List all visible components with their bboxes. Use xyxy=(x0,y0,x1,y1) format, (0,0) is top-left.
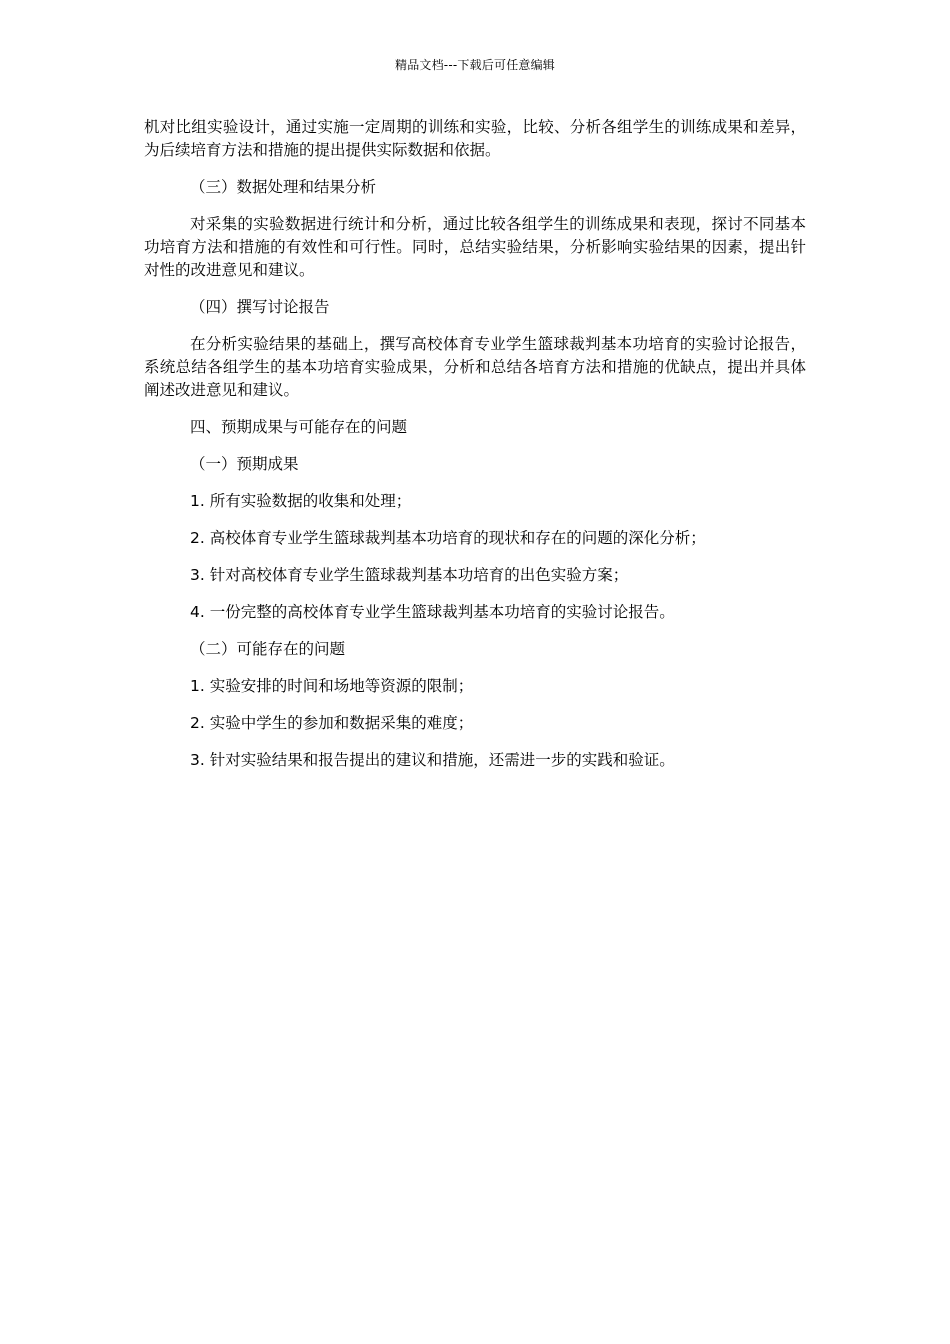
list-item: 3. 针对高校体育专业学生篮球裁判基本功培育的出色实验方案； xyxy=(190,566,629,584)
list-item: 2. 实验中学生的参加和数据采集的难度； xyxy=(190,714,474,732)
section-heading-data-analysis: （三）数据处理和结果分析 xyxy=(190,178,377,196)
paragraph-data-analysis: 对采集的实验数据进行统计和分析，通过比较各组学生的训练成果和表现，探讨不同基本功培育方法和措施的有效性和可行性。同时，总结实验结果，分析影响实验结果的因素，提出针对性的改进意见和建议。 xyxy=(144,215,806,279)
subsection-heading-expected: （一）预期成果 xyxy=(190,455,299,473)
list-item: 2. 高校体育专业学生篮球裁判基本功培育的现状和存在的问题的深化分析； xyxy=(190,529,706,547)
list-item: 1. 实验安排的时间和场地等资源的限制； xyxy=(190,677,474,695)
list-item: 1. 所有实验数据的收集和处理； xyxy=(190,492,412,510)
section-heading-expected-results: 四、预期成果与可能存在的问题 xyxy=(190,418,408,436)
paragraph-continuation: 机对比组实验设计，通过实施一定周期的训练和实验，比较、分析各组学生的训练成果和差异，为后续培育方法和措施的提出提供实际数据和依据。 xyxy=(144,118,806,159)
subsection-heading-problems: （二）可能存在的问题 xyxy=(190,640,346,658)
list-item: 4. 一份完整的高校体育专业学生篮球裁判基本功培育的实验讨论报告。 xyxy=(190,603,675,621)
section-heading-report: （四）撰写讨论报告 xyxy=(190,298,330,316)
page-header: 精品文档---下载后可任意编辑 xyxy=(395,58,555,72)
list-item: 3. 针对实验结果和报告提出的建议和措施，还需进一步的实践和验证。 xyxy=(190,751,675,769)
document-body xyxy=(144,116,806,786)
paragraph-report: 在分析实验结果的基础上，撰写高校体育专业学生篮球裁判基本功培育的实验讨论报告，系统总结各组学生的基本功培育实验成果，分析和总结各培育方法和措施的优缺点，提出并具体阐述改进意见和建议。 xyxy=(144,335,806,399)
